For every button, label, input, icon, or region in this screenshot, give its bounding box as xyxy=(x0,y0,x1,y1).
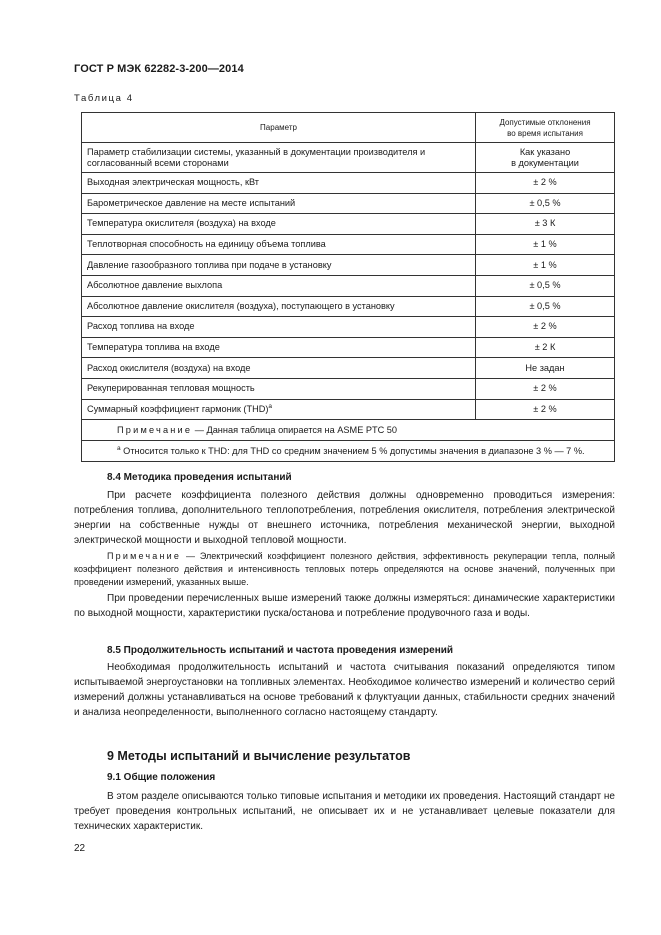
table-row xyxy=(82,255,615,276)
section-9-1-paragraph: В этом разделе описываются только типовые испытания и методики их проведения. Настоящий стандарт не требует проведения контрольных испытаний, не описывает их и не устанавливает целевые показатели для технических характеристик. xyxy=(74,791,615,832)
section-8-4-paragraph: При расчете коэффициента полезного действия должны одновременно проводиться измерения: потребления топлива, дополнительного теплопотребления, потребления окислителя, потребления электрической энергии на собственные нужды от внешнего источника, потребления механической энергии, выходной электрической мощности и выходной тепловой мощности. xyxy=(74,490,615,546)
table-note: Примечание — Данная таблица опирается на ASME PTC 50 xyxy=(82,420,615,441)
tolerance-cell: ± 2 % xyxy=(476,173,615,194)
page-number: 22 xyxy=(74,843,86,854)
table-row xyxy=(82,173,615,194)
section-8-4-note: Примечание — Электрический коэффициент полезного действия, эффективность рекуперации тепла, полный коэффициент полезного действия и интенсивность тепловых потерь определяются на основе значений, полученных при проведении измерений, указанных выше. xyxy=(74,551,615,587)
table-row xyxy=(82,337,615,358)
table-header-row xyxy=(82,113,615,143)
section-8-4-paragraph-2: При проведении перечисленных выше измерений также должны измеряться: динамические характеристики по выходной мощности, характеристики пуска/останова и потребление продувочного газа и воды. xyxy=(74,593,615,619)
tolerance-cell: Как указано в документации xyxy=(476,143,615,173)
parameter-cell: Температура окислителя (воздуха) на входе xyxy=(82,214,476,235)
footnote-ref: a xyxy=(268,402,273,410)
tolerance-cell: ± 2 К xyxy=(476,337,615,358)
table-row xyxy=(82,358,615,379)
tolerance-cell: ± 0,5 % xyxy=(476,275,615,296)
note-label: Примечание xyxy=(117,424,193,435)
table-footnote-row xyxy=(82,441,615,462)
table-row xyxy=(82,234,615,255)
column-header-tolerance: Допустимые отклонения во время испытания xyxy=(476,113,615,143)
parameter-cell: Выходная электрическая мощность, кВт xyxy=(82,173,476,194)
section-9-title: 9 Методы испытаний и вычисление результатов xyxy=(107,749,411,763)
table-row xyxy=(82,143,615,173)
parameter-cell: Абсолютное давление окислителя (воздуха), поступающего в установку xyxy=(82,296,476,317)
tolerance-table xyxy=(81,112,615,462)
section-8-5-title: 8.5 Продолжительность испытаний и частота проведения измерений xyxy=(107,645,454,656)
parameter-cell: Параметр стабилизации системы, указанный в документации производителя и согласованный всеми сторонами xyxy=(82,143,476,173)
tolerance-cell: ± 2 % xyxy=(476,378,615,399)
table-row xyxy=(82,399,615,420)
table-row xyxy=(82,214,615,235)
tolerance-cell: ± 0,5 % xyxy=(476,193,615,214)
table-footnote: $^a$ Относится только к THD: для THD со средним значением 5 % допустимы значения в диапазоне 3 % — 7 %. xyxy=(82,441,615,462)
section-8-4-title: 8.4 Методика проведения испытаний xyxy=(107,472,292,483)
table-caption: Таблица 4 xyxy=(74,93,134,104)
table-note-row xyxy=(82,420,615,441)
table-row xyxy=(82,193,615,214)
tolerance-cell: ± 1 % xyxy=(476,234,615,255)
parameter-cell: Абсолютное давление выхлопа xyxy=(82,275,476,296)
parameter-cell: Барометрическое давление на месте испытаний xyxy=(82,193,476,214)
parameter-cell: Расход окислителя (воздуха) на входе xyxy=(82,358,476,379)
column-header-parameter: Параметр xyxy=(82,113,476,143)
section-9-1-title: 9.1 Общие положения xyxy=(107,772,216,783)
tolerance-cell: ± 0,5 % xyxy=(476,296,615,317)
tolerance-cell: ± 2 % xyxy=(476,317,615,338)
table-row xyxy=(82,296,615,317)
standard-header: ГОСТ Р МЭК 62282-3-200—2014 xyxy=(74,63,244,75)
table-row xyxy=(82,275,615,296)
parameter-cell: Расход топлива на входе xyxy=(82,317,476,338)
tolerance-cell: ± 3 К xyxy=(476,214,615,235)
tolerance-cell: ± 1 % xyxy=(476,255,615,276)
parameter-cell: Температура топлива на входе xyxy=(82,337,476,358)
section-8-5-paragraph: Необходимая продолжительность испытаний и частота считывания показаний определяются типом испытываемой энергоустановки на топливных элементах. Необходимое количество измерений и количество серий измерений должны устанавливаться на основе требований к флуктуации данных, стабильности средних значений и анализа неопределенности, выполненного согласно настоящему стандарту. xyxy=(74,662,615,718)
parameter-cell: Суммарный коэффициент гармоник (THD)$^a$ xyxy=(82,399,476,420)
tolerance-cell: ± 2 % xyxy=(476,399,615,420)
parameter-cell: Давление газообразного топлива при подаче в установку xyxy=(82,255,476,276)
parameter-cell: Рекуперированная тепловая мощность xyxy=(82,378,476,399)
tolerance-cell: Не задан xyxy=(476,358,615,379)
table-row xyxy=(82,378,615,399)
table-row xyxy=(82,317,615,338)
parameter-cell: Теплотворная способность на единицу объема топлива xyxy=(82,234,476,255)
